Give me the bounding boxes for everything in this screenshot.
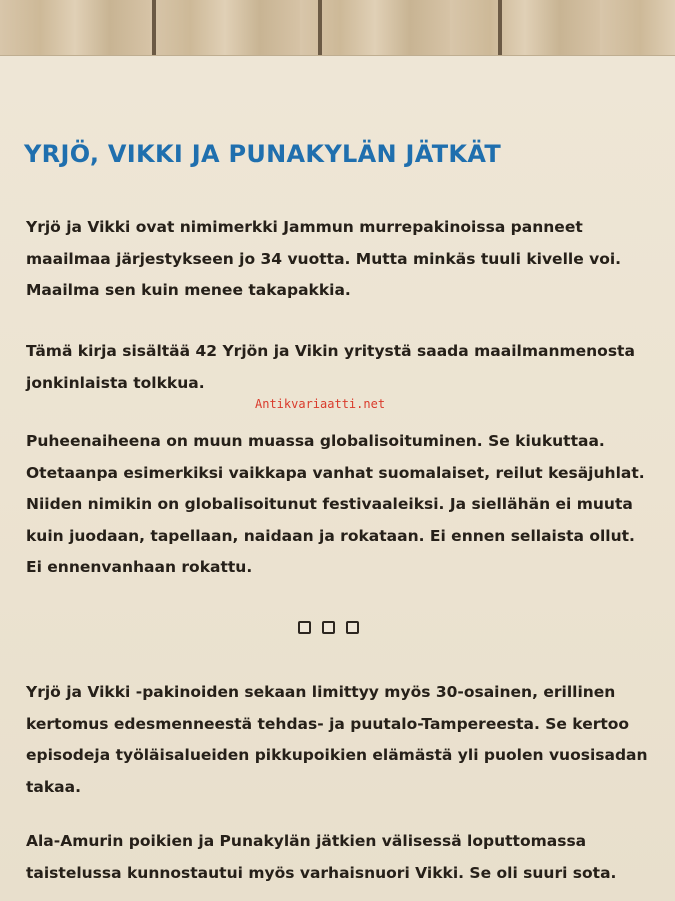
divider-square-icon	[298, 621, 311, 634]
wooden-shelf-background	[0, 0, 675, 62]
blurb-paragraph-3: Puheenaiheena on muun muassa globalisoituminen. Se kiukuttaa. Otetaanpa esimerkiksi vaikkapa vanhat suomalaiset, reilut kesäjuhlat. Niiden nimikin on globalisoitunut festivaaleiksi. Ja siellähän ei muuta kuin juodaan, tapellaan, naidaan ja rokataan. Ei ennen sellaista ollut. Ei ennenvanhaan rokattu.	[26, 432, 645, 576]
wood-plank-gap	[498, 0, 502, 62]
divider-square-icon	[346, 621, 359, 634]
wood-plank-gap	[318, 0, 322, 62]
section-divider	[298, 621, 359, 634]
book-title: YRJÖ, VIKKI JA PUNAKYLÄN JÄTKÄT	[24, 140, 501, 168]
watermark-text: Antikvariaatti.net	[255, 397, 386, 411]
blurb-paragraph-2: Tämä kirja sisältää 42 Yrjön ja Vikin yritystä saada maailmanmenosta jonkinlaista tolkkua.	[26, 342, 635, 392]
blurb-paragraph-5: Ala-Amurin poikien ja Punakylän jätkien välisessä loputtomassa taistelussa kunnostautui myös varhaisnuori Vikki. Se oli suuri sota.	[26, 832, 617, 882]
wood-plank-gap	[152, 0, 156, 62]
blurb-paragraph-4: Yrjö ja Vikki -pakinoiden sekaan limittyy myös 30-osainen, erillinen kertomus edesmenneestä tehdas- ja puutalo-Tampereesta. Se kertoo episodeja työläisalueiden pikkupoikien elämästä yli puolen vuosisadan takaa.	[26, 683, 648, 796]
blurb-paragraph-1: Yrjö ja Vikki ovat nimimerkki Jammun murrepakinoissa panneet maailmaa järjestykseen jo 34 vuotta. Mutta minkäs tuuli kivelle voi. Maailma sen kuin menee takapakkia.	[26, 218, 622, 299]
divider-square-icon	[322, 621, 335, 634]
